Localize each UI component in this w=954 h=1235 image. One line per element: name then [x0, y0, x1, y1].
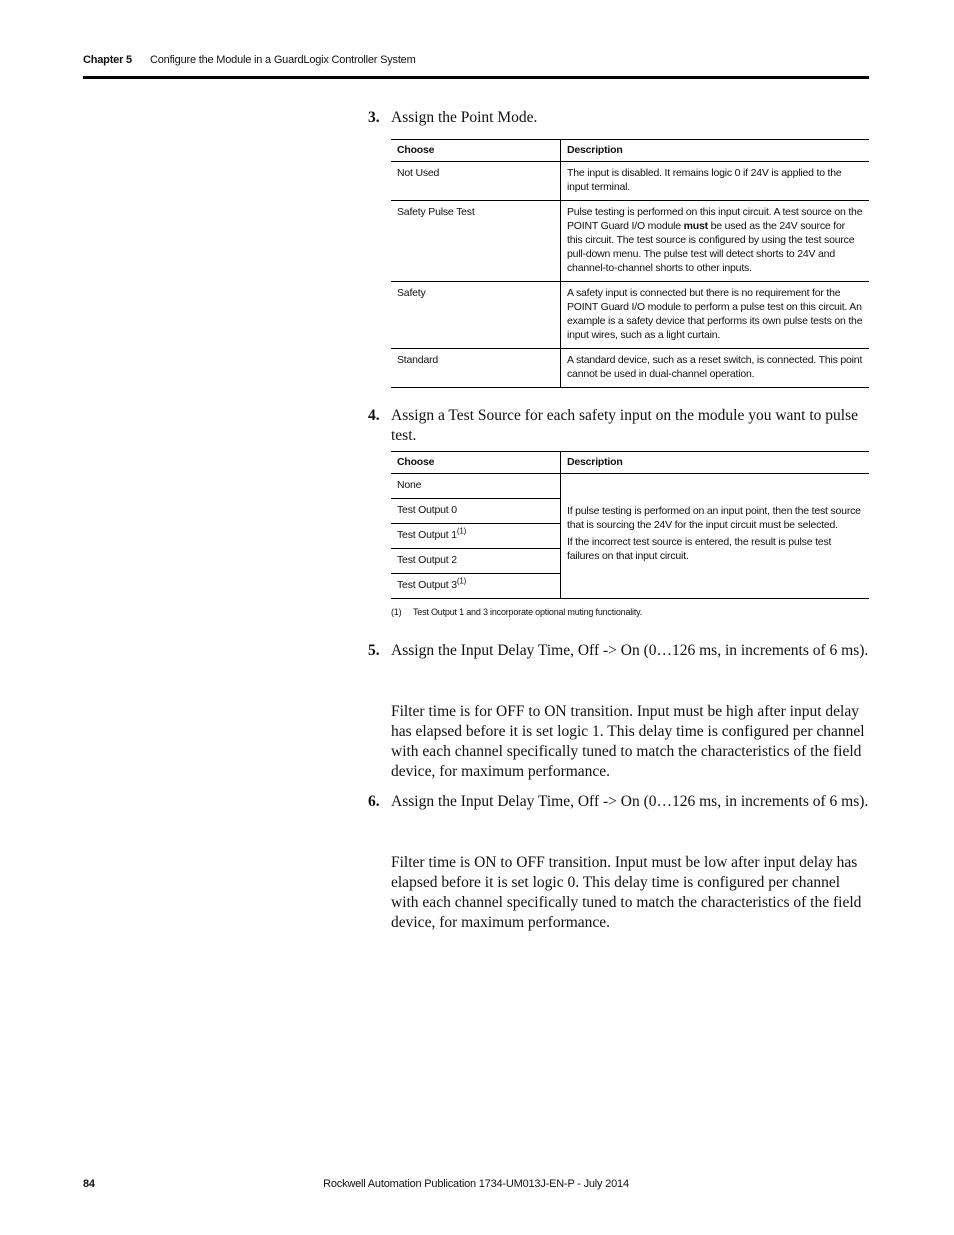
choose-cell — [391, 524, 561, 549]
table-footnote — [391, 607, 642, 617]
description-cell: A safety input is connected but there is no requirement for the POINT Guard I/O module to perform a pulse test on this circuit. An example is a safety device that performs its own pulse tests on the input wires, such as a light curtain. — [561, 282, 870, 349]
page-number: 84 — [83, 1178, 95, 1190]
footnote-reference: (1) — [456, 526, 467, 536]
footnote-reference: (1) — [456, 576, 467, 586]
step-text: Assign a Test Source for each safety input on the module you want to pulse test. — [391, 407, 858, 444]
choose-cell — [391, 574, 561, 599]
choose-cell — [391, 549, 561, 574]
description-text: be used as the 24V source for this circuit. The test source is configured by using the test source pull-down menu. The pulse test will detect shorts to 24V and channel-to-channel shorts to other inputs. — [567, 220, 855, 274]
table-row — [391, 201, 869, 282]
step-number: 3. — [368, 109, 380, 126]
publication-info: Rockwell Automation Publication 1734-UM013J-EN-P - July 2014 — [323, 1178, 629, 1190]
test-source-table — [391, 451, 869, 599]
choose-cell: Safety Pulse Test — [391, 201, 561, 282]
step-number: 6. — [368, 793, 380, 810]
choose-text: Test Output 2 — [397, 554, 457, 566]
description-paragraph: If pulse testing is performed on an input point, then the test source that is sourcing the 24V for the input circuit must be selected. — [567, 505, 861, 531]
point-mode-table — [391, 139, 869, 388]
step-number: 5. — [368, 642, 380, 659]
choose-text: Test Output 0 — [397, 504, 457, 516]
table-row — [391, 282, 869, 349]
step-number: 4. — [368, 407, 380, 424]
column-header-description: Description — [561, 140, 870, 162]
footnote-text: Test Output 1 and 3 incorporate optional muting functionality. — [413, 607, 643, 617]
choose-cell: Safety — [391, 282, 561, 349]
description-cell: A standard device, such as a reset switch, is connected. This point cannot be used in dual-channel operation. — [561, 349, 870, 388]
table-row — [391, 474, 869, 499]
choose-text: Test Output 3 — [397, 579, 457, 591]
column-header-choose: Choose — [391, 452, 561, 474]
description-emphasis: must — [683, 220, 708, 232]
choose-cell — [391, 474, 561, 499]
step-text: Assign the Input Delay Time, Off -> On (0…126 ms, in increments of 6 ms). — [391, 793, 869, 810]
column-header-choose: Choose — [391, 140, 561, 162]
choose-text: Test Output 1 — [397, 529, 457, 541]
step-text: Assign the Input Delay Time, Off -> On (0…126 ms, in increments of 6 ms). — [391, 642, 869, 659]
choose-cell — [391, 499, 561, 524]
step-text: Assign the Point Mode. — [391, 109, 538, 126]
table-header-row — [391, 140, 869, 162]
chapter-label: Chapter 5 — [83, 54, 132, 66]
choose-text: None — [397, 479, 422, 491]
description-cell: The input is disabled. It remains logic 0 if 24V is applied to the input terminal. — [561, 162, 870, 201]
column-header-description: Description — [561, 452, 870, 474]
step-6-paragraph: Filter time is ON to OFF transition. Input must be low after input delay has elapsed before it is set logic 0. This delay time is configured per channel with each channel specifically tuned to match the characteristics of the field device, for maximum performance. — [391, 854, 862, 931]
table-row — [391, 162, 869, 201]
choose-cell: Standard — [391, 349, 561, 388]
choose-cell: Not Used — [391, 162, 561, 201]
description-cell — [561, 474, 870, 599]
table-header-row — [391, 452, 869, 474]
step-5-paragraph: Filter time is for OFF to ON transition. Input must be high after input delay has elapsed before it is set logic 1. This delay time is configured per channel with each channel specifically tuned to match the characteristics of the field device, for maximum performance. — [391, 703, 865, 780]
page-header — [83, 52, 869, 79]
footnote-number: (1) — [391, 607, 402, 617]
description-text: Pulse testing is performed on this input circuit. A test source on the POINT Guard I/O module — [567, 206, 863, 232]
chapter-title: Configure the Module in a GuardLogix Controller System — [150, 54, 416, 66]
description-paragraph: If the incorrect test source is entered, the result is pulse test failures on that input circuit. — [567, 536, 832, 562]
description-cell — [561, 201, 870, 282]
table-row — [391, 349, 869, 388]
